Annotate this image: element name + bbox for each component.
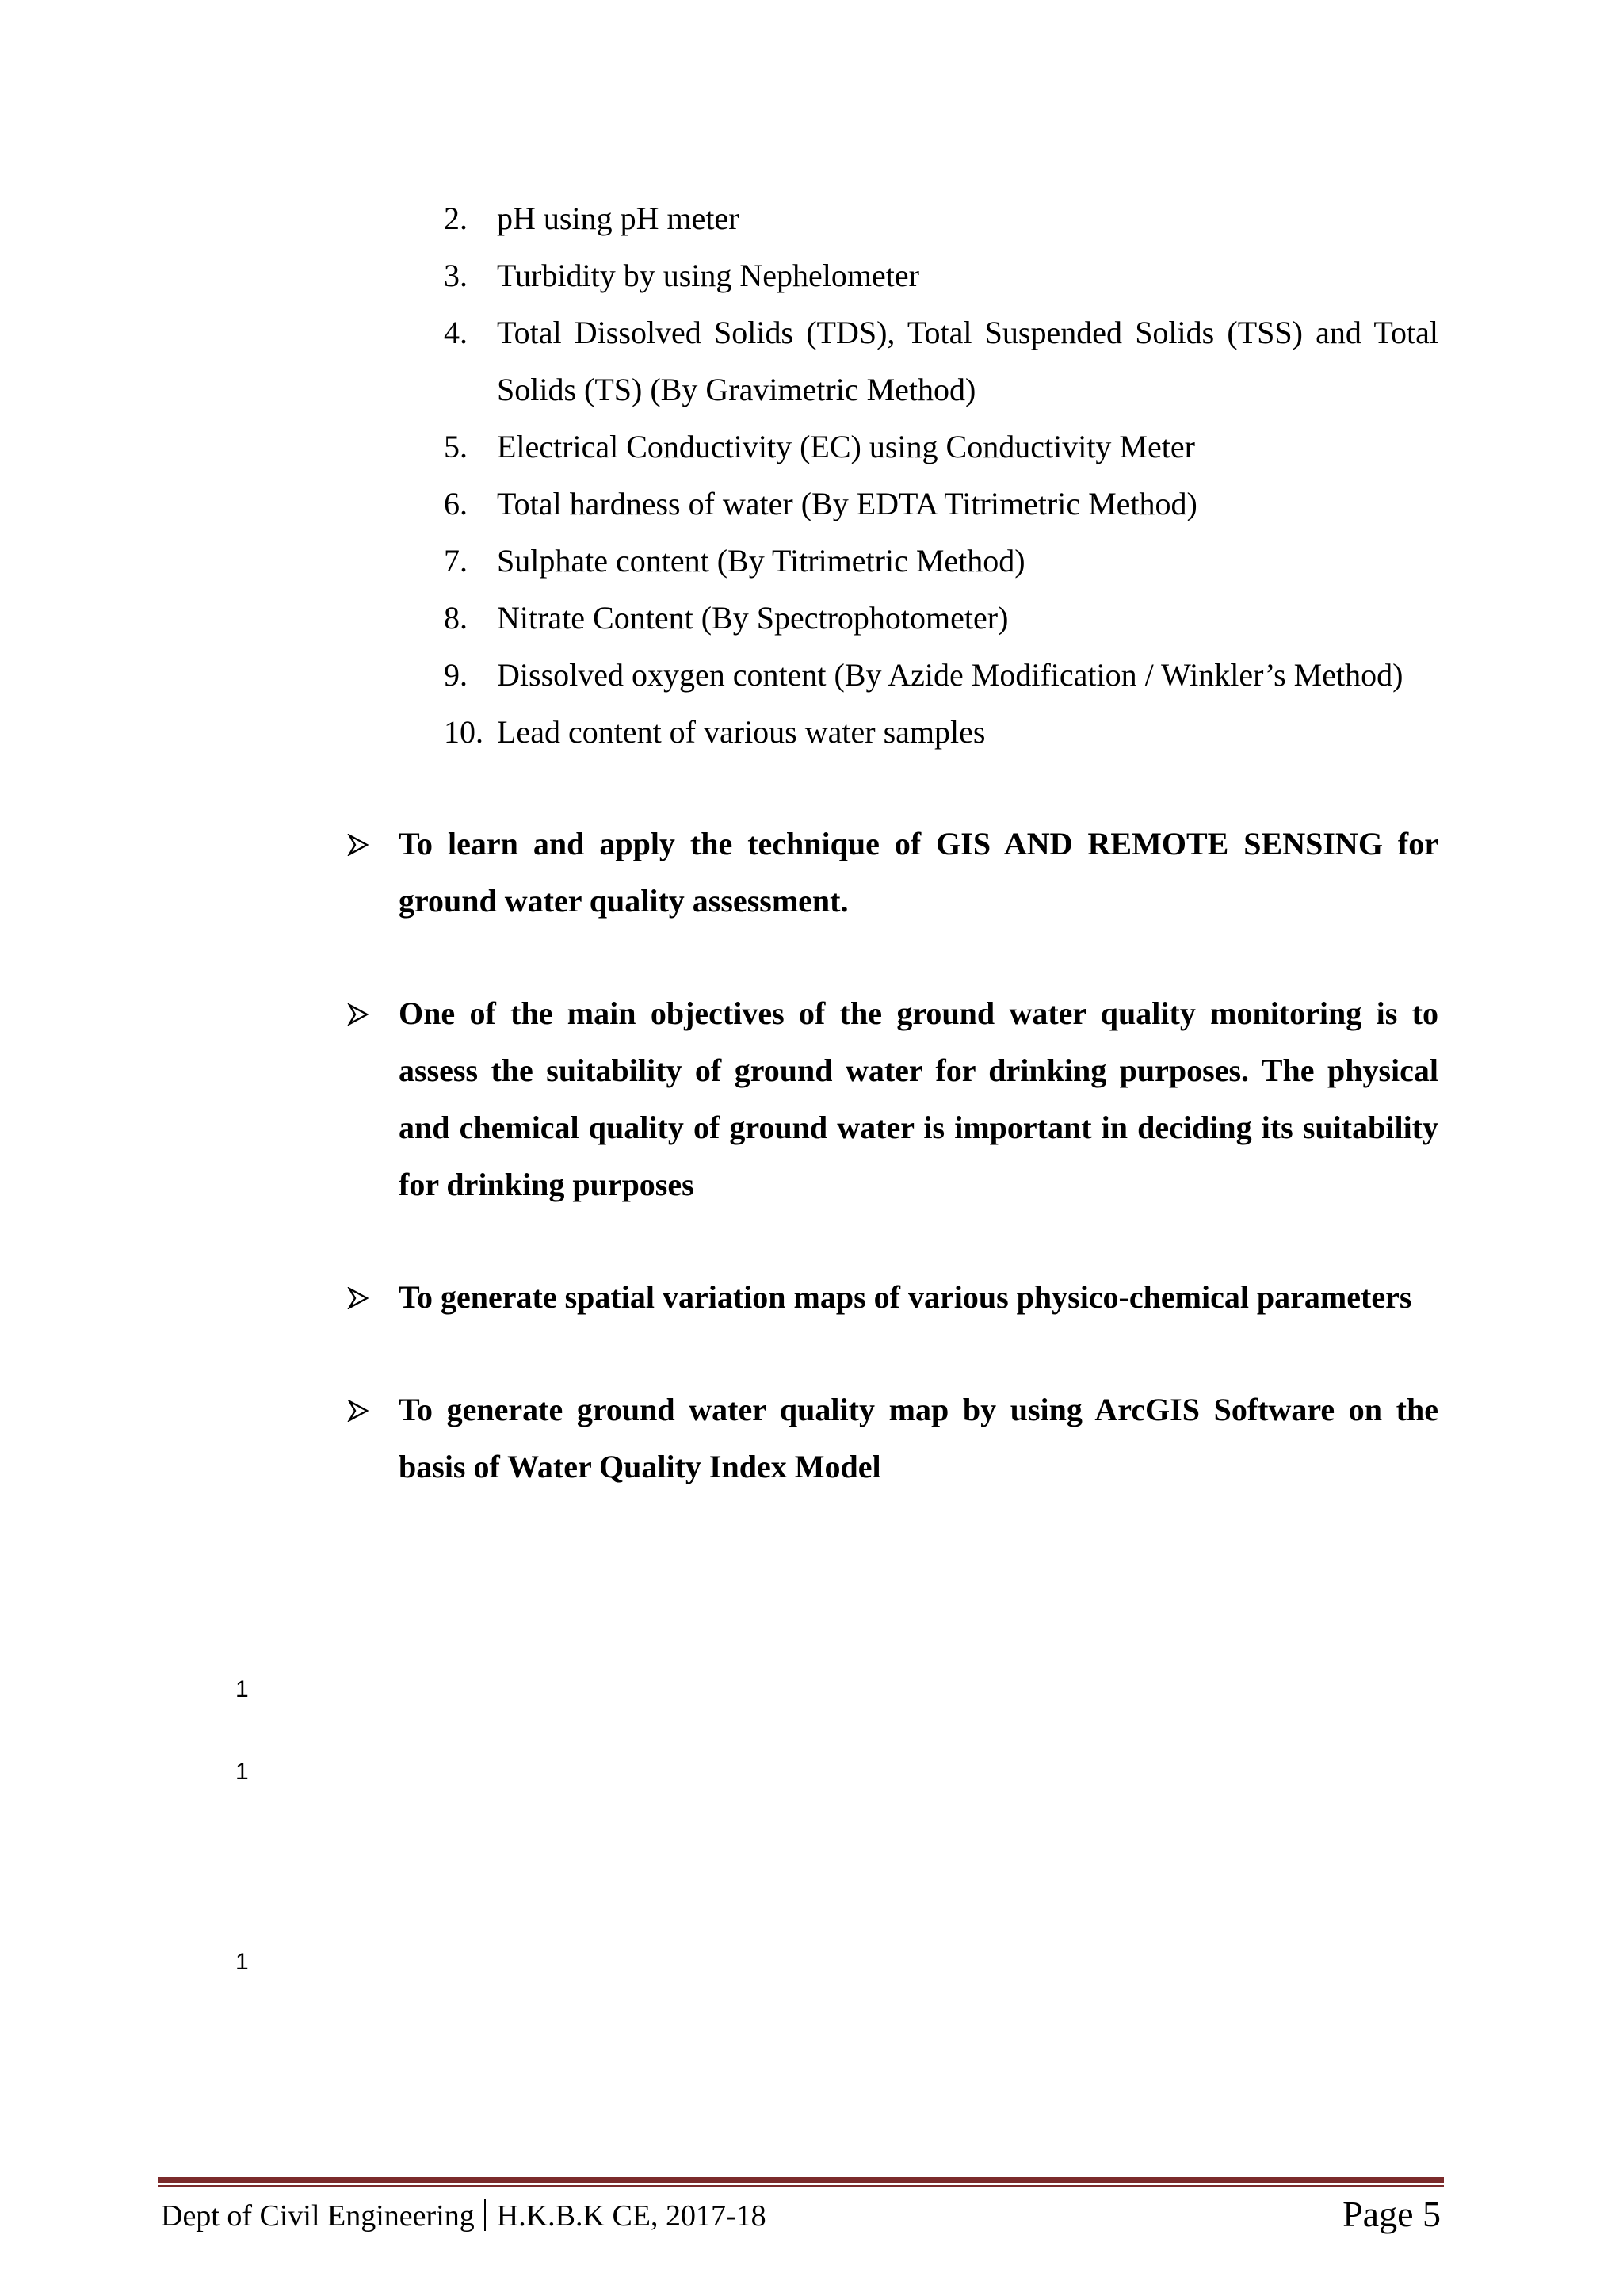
- list-item-number: 8.: [444, 600, 468, 636]
- list-item-number: 3.: [444, 258, 468, 293]
- stray-number: 1: [235, 1676, 249, 1702]
- list-item: [444, 590, 1438, 647]
- footer-separator: [484, 2199, 486, 2231]
- list-item-text: Total hardness of water (By EDTA Titrimetric Method): [497, 486, 1197, 521]
- objective-item: [347, 1381, 1438, 1496]
- list-item-text: Total Dissolved Solids (TDS), Total Suspended Solids (TSS) and Total Solids (TS) (By Gravimetric Method): [497, 315, 1438, 407]
- list-item: [444, 304, 1438, 418]
- list-item-number: 10.: [444, 714, 483, 750]
- list-item-text: Nitrate Content (By Spectrophotometer): [497, 600, 1009, 636]
- page-number: Page 5: [1342, 2194, 1441, 2234]
- arrow-bullet-icon: [347, 1400, 369, 1422]
- list-item: [444, 704, 1438, 761]
- arrow-bullet-icon: [347, 1003, 369, 1026]
- list-item-number: 6.: [444, 486, 468, 521]
- objective-text: To generate spatial variation maps of various physico-chemical parameters: [399, 1279, 1412, 1315]
- footer-department: [161, 2198, 766, 2234]
- list-item: [444, 647, 1438, 704]
- list-item-text: Sulphate content (By Titrimetric Method): [497, 543, 1025, 579]
- footer-divider-thick: [158, 2177, 1444, 2183]
- objectives-list: [347, 816, 1438, 1551]
- test-methods-list: [444, 190, 1438, 761]
- objective-text: One of the main objectives of the ground water quality monitoring is to assess the suitability of ground water for drinking purposes. The physical and chemical quality of ground water is important in deciding its suitability for drinking purposes: [399, 995, 1438, 1202]
- footer-department-name: Dept of Civil Engineering: [161, 2199, 475, 2233]
- list-item: [444, 476, 1438, 533]
- list-item-text: Dissolved oxygen content (By Azide Modification / Winkler’s Method): [497, 657, 1403, 693]
- list-item: [444, 190, 1438, 247]
- objective-item: [347, 1269, 1438, 1326]
- list-item-text: Lead content of various water samples: [497, 714, 986, 750]
- list-item-number: 5.: [444, 429, 468, 464]
- list-item-number: 7.: [444, 543, 468, 579]
- list-item: [444, 533, 1438, 590]
- list-item-text: Turbidity by using Nephelometer: [497, 258, 919, 293]
- list-item-text: pH using pH meter: [497, 201, 739, 236]
- objective-text: To learn and apply the technique of GIS AND REMOTE SENSING for ground water quality assessment.: [399, 826, 1438, 919]
- stray-number: 1: [235, 1759, 249, 1785]
- footer-divider-thin: [158, 2185, 1444, 2187]
- list-item-number: 9.: [444, 657, 468, 693]
- list-item-number: 4.: [444, 315, 468, 350]
- list-item: [444, 247, 1438, 304]
- footer-college: H.K.B.K CE, 2017-18: [496, 2199, 766, 2233]
- footer-divider: [158, 2177, 1444, 2187]
- list-item: [444, 418, 1438, 476]
- arrow-bullet-icon: [347, 1287, 369, 1309]
- stray-number: 1: [235, 1949, 249, 1975]
- objective-item: [347, 816, 1438, 930]
- list-item-text: Electrical Conductivity (EC) using Conductivity Meter: [497, 429, 1195, 464]
- objective-item: [347, 985, 1438, 1213]
- objective-text: To generate ground water quality map by using ArcGIS Software on the basis of Water Quality Index Model: [399, 1392, 1438, 1484]
- arrow-bullet-icon: [347, 834, 369, 856]
- list-item-number: 2.: [444, 201, 468, 236]
